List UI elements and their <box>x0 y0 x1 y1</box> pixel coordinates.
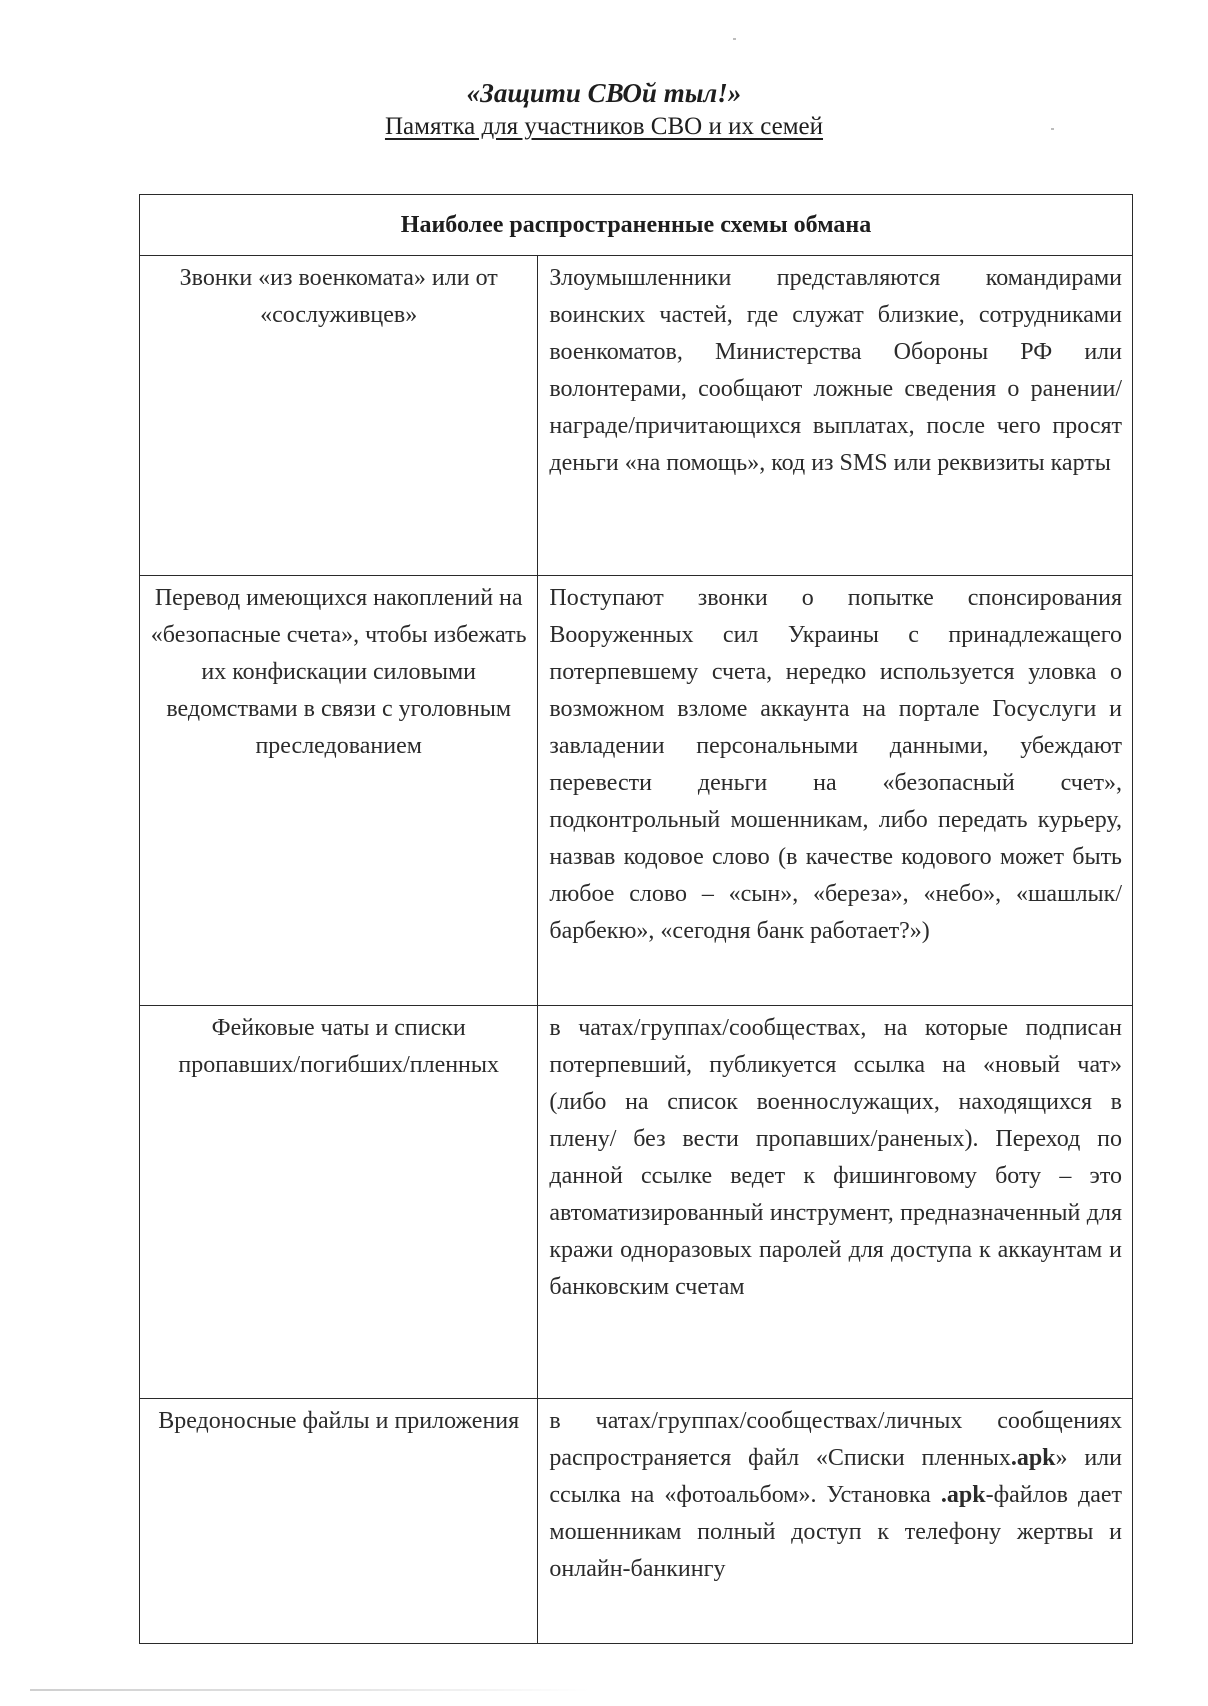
scan-speck <box>733 38 736 40</box>
description-text: в чатах/группах/сообществах/личных сообщениях распространяется файл «Списки пленных <box>549 1408 1122 1471</box>
scheme-description-cell: Поступают звонки о попытке спонсирования Вооруженных сил Украины с принадлежащего потерпевшему счета, нередко используется уловка о возможном взломе аккаунта на портале Госуслуги и завладении персональными данными, убеждают перевести деньги на «безопасный счет», подконтрольный мошенникам, либо передать курьеру, назвав кодовое слово (в качестве кодового может быть любое слово – «сын», «береза», «небо», «шашлык/барбекю», «сегодня банк работает?») <box>538 576 1133 1006</box>
description-text: » или ссылка на «фотоальбом». Установка <box>549 1445 1123 1508</box>
scheme-description-cell: в чатах/группах/сообществах, на которые подписан потерпевший, публикуется ссылка на «новый чат» (либо на список военнослужащих, находящихся в плену/ без вести пропавших/раненых). Переход по данной ссылке ведет к фишинговому боту – это автоматизированный инструмент, предназначенный для кражи одноразовых паролей для доступа к аккаунтам и банковским счетам <box>538 1006 1133 1399</box>
description-text: -файлов дает мошенникам полный доступ к телефону жертвы и онлайн-банкингу <box>549 1482 1122 1582</box>
document-title: «Защити СВОй тыл!» <box>466 78 742 108</box>
scan-edge-mark <box>30 1689 590 1691</box>
scheme-description-cell: Злоумышленники представляются командирами воинских частей, где служат близкие, сотрудниками военкоматов, Министерства Обороны РФ или волонтерами, сообщают ложные сведения о ранении/награде/причитающихся выплатах, после чего просят деньги «на помощь», код из SMS или реквизиты карты <box>538 256 1133 576</box>
table-row <box>140 256 1133 576</box>
table-row <box>140 1399 1133 1644</box>
file-extension: .apk <box>1010 1445 1056 1471</box>
document-subtitle: Памятка для участников СВО и их семей <box>384 113 824 140</box>
scheme-name-cell: Вредоносные файлы и приложения <box>140 1399 538 1644</box>
scheme-name-cell: Перевод имеющихся накоплений на «безопасные счета», чтобы избежать их конфискации силовыми ведомствами в связи с уголовным преследованием <box>140 576 538 1006</box>
fraud-schemes-table <box>139 194 1133 1644</box>
table-heading-row <box>140 195 1133 256</box>
scheme-description-cell <box>538 1399 1133 1644</box>
table-heading: Наиболее распространенные схемы обмана <box>140 195 1133 256</box>
page-header <box>0 76 1208 144</box>
scan-speck <box>1051 128 1054 130</box>
table-row <box>140 576 1133 1006</box>
file-extension: .apk <box>940 1482 986 1508</box>
scheme-name-cell: Звонки «из военкомата» или от «сослуживцев» <box>140 256 538 576</box>
scheme-name-cell: Фейковые чаты и списки пропавших/погибших/пленных <box>140 1006 538 1399</box>
table-row <box>140 1006 1133 1399</box>
